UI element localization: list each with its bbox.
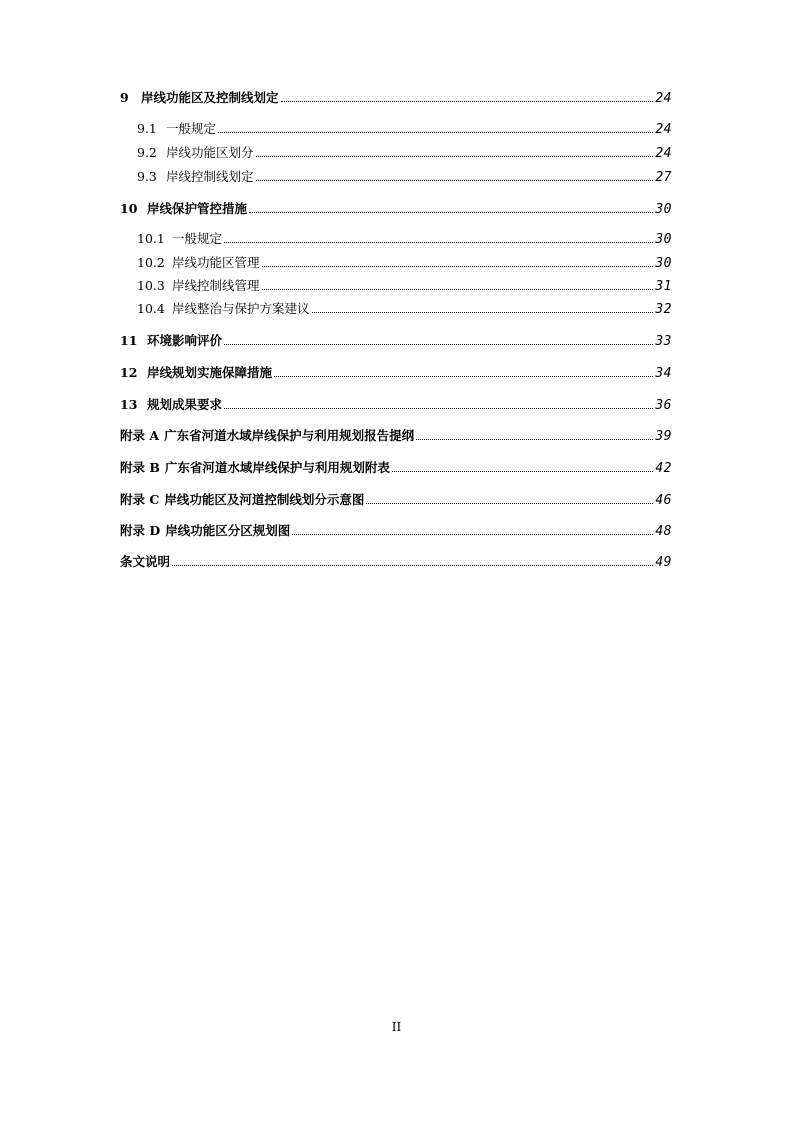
toc-entry-10-3[interactable] — [137, 277, 672, 295]
toc-entry-page: 27 — [655, 170, 672, 185]
toc-entry-13[interactable] — [120, 396, 672, 414]
toc-entry-page: 30 — [655, 202, 672, 217]
toc-entry-page: 24 — [655, 91, 672, 106]
toc-entry-appendix-b[interactable] — [120, 459, 672, 477]
toc-entry-number: 10.2 — [137, 255, 165, 270]
toc-entry-appendix-d[interactable] — [120, 522, 672, 540]
leader-dots — [172, 564, 653, 566]
leader-dots — [262, 265, 654, 267]
toc-entry-10-4[interactable] — [137, 300, 672, 318]
toc-entry-page: 34 — [655, 366, 672, 381]
toc-entry-page: 31 — [655, 279, 672, 294]
toc-entry-title: 岸线规划实施保障措施 — [147, 365, 273, 380]
toc-entry-title: 岸线控制线划定 — [166, 169, 254, 184]
toc-entry-title: 岸线功能区管理 — [172, 255, 260, 270]
toc-entry-number: 附录 A — [120, 428, 160, 443]
toc-entry-number: 附录 B — [120, 460, 160, 475]
toc-entry-9-1[interactable] — [137, 120, 672, 138]
toc-entry-page: 24 — [655, 122, 672, 137]
leader-dots — [274, 375, 653, 377]
toc-entry-title: 岸线功能区及河道控制线划分示意图 — [164, 492, 365, 507]
leader-dots — [256, 155, 654, 157]
toc-entry-number: 13 — [120, 397, 138, 412]
toc-entry-number: 9 — [120, 90, 129, 105]
toc-entry-title: 环境影响评价 — [147, 333, 223, 348]
toc-entry-number: 12 — [120, 365, 138, 380]
leader-dots — [366, 502, 653, 504]
toc-entry-number: 10.4 — [137, 301, 165, 316]
toc-entry-title: 岸线功能区及控制线划定 — [141, 90, 279, 105]
leader-dots — [249, 211, 653, 213]
toc-entry-title: 一般规定 — [172, 231, 223, 246]
toc-entry-page: 46 — [655, 493, 672, 508]
toc-entry-number: 10.3 — [137, 278, 165, 293]
toc-entry-9[interactable] — [120, 89, 672, 107]
leader-dots — [281, 100, 654, 102]
toc-entry-title: 岸线功能区分区规划图 — [165, 523, 291, 538]
toc-entry-title: 广东省河道水域岸线保护与利用规划附表 — [164, 460, 390, 475]
toc-entry-page: 42 — [655, 461, 672, 476]
toc-entry-page: 30 — [655, 256, 672, 271]
toc-entry-number: 10.1 — [137, 231, 165, 246]
leader-dots — [224, 241, 653, 243]
toc-entry-12[interactable] — [120, 364, 672, 382]
toc-entry-title: 条文说明 — [120, 554, 171, 569]
leader-dots — [256, 179, 654, 181]
toc-entry-page: 36 — [655, 398, 672, 413]
leader-dots — [224, 343, 653, 345]
toc-entry-title: 岸线整治与保护方案建议 — [172, 301, 310, 316]
leader-dots — [292, 533, 653, 535]
toc-entry-11[interactable] — [120, 332, 672, 350]
toc-entry-title: 规划成果要求 — [147, 397, 223, 412]
toc-entry-title: 岸线保护管控措施 — [147, 201, 248, 216]
toc-entry-page: 39 — [655, 429, 672, 444]
toc-entry-9-3[interactable] — [137, 168, 672, 186]
toc-entry-page: 32 — [655, 302, 672, 317]
toc-entry-explanatory-notes[interactable] — [120, 553, 672, 571]
toc-entry-title: 岸线功能区划分 — [166, 145, 254, 160]
toc-entry-number: 11 — [120, 333, 138, 348]
toc-entry-title: 广东省河道水域岸线保护与利用规划报告提纲 — [164, 428, 415, 443]
toc-entry-number: 附录 C — [120, 492, 160, 507]
toc-entry-number: 9.2 — [137, 145, 157, 160]
leader-dots — [218, 131, 653, 133]
toc-entry-10-1[interactable] — [137, 230, 672, 248]
toc-entry-page: 49 — [655, 555, 672, 570]
toc-entry-title: 一般规定 — [166, 121, 217, 136]
toc-entry-number: 附录 D — [120, 523, 161, 538]
toc-entry-page: 24 — [655, 146, 672, 161]
leader-dots — [312, 311, 654, 313]
toc-entry-10-2[interactable] — [137, 254, 672, 272]
toc-entry-page: 33 — [655, 334, 672, 349]
toc-entry-title: 岸线控制线管理 — [172, 278, 260, 293]
toc-entry-page: 48 — [655, 524, 672, 539]
leader-dots — [262, 288, 654, 290]
leader-dots — [392, 470, 653, 472]
page-number: II — [391, 1020, 402, 1034]
toc-entry-appendix-a[interactable] — [120, 427, 672, 445]
toc-entry-9-2[interactable] — [137, 144, 672, 162]
leader-dots — [416, 438, 653, 440]
toc-entry-number: 10 — [120, 201, 138, 216]
toc-entry-page: 30 — [655, 232, 672, 247]
toc-entry-number: 9.3 — [137, 169, 157, 184]
toc-entry-10[interactable] — [120, 200, 672, 218]
leader-dots — [224, 407, 653, 409]
toc-entry-number: 9.1 — [137, 121, 157, 136]
toc-entry-appendix-c[interactable] — [120, 491, 672, 509]
